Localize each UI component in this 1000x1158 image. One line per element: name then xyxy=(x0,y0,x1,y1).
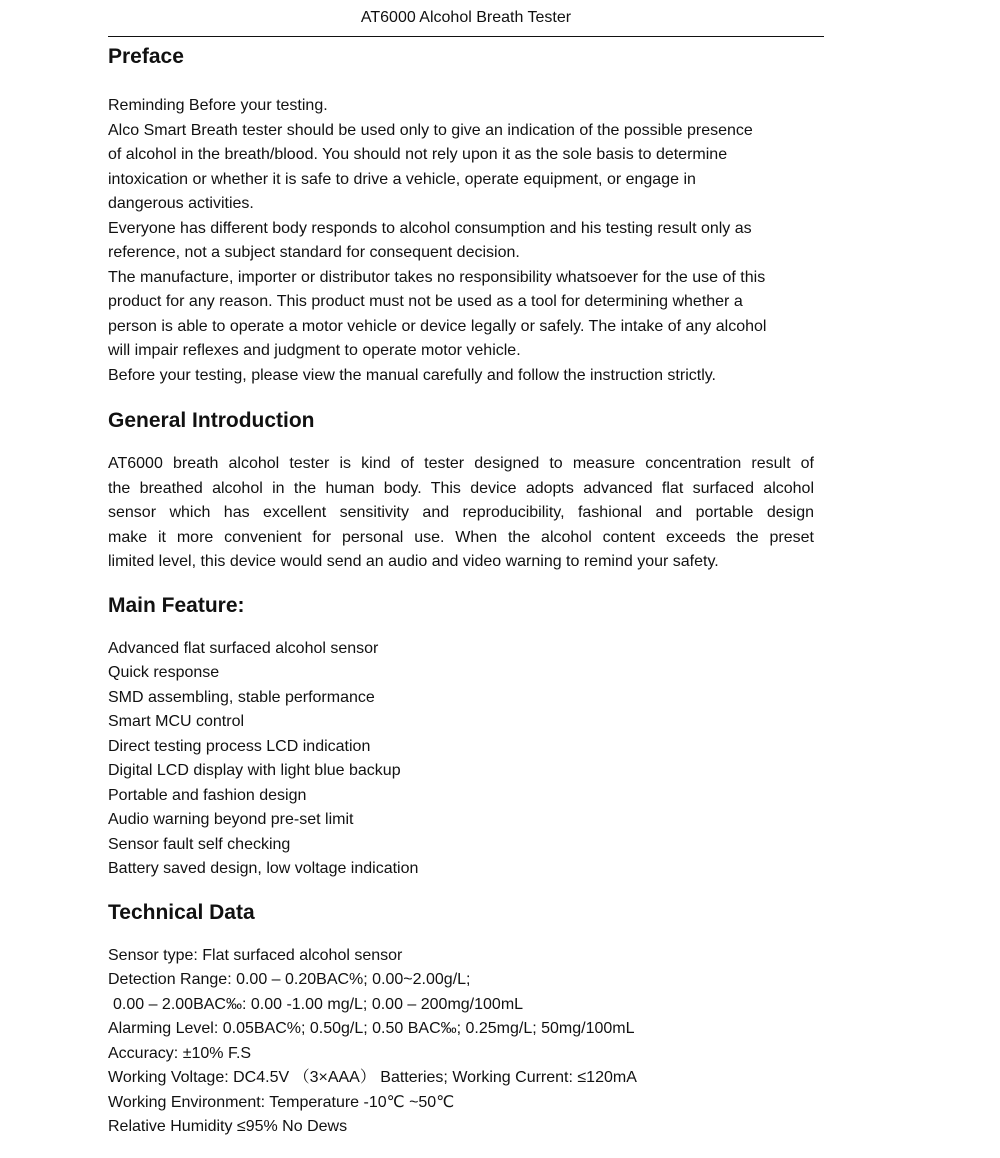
tech-line-accuracy: Accuracy: ±10% F.S xyxy=(108,1044,252,1062)
feature-item: SMD assembling, stable performance xyxy=(108,688,375,706)
tech-line-detection-range-cont: 0.00 – 2.00BAC‰: 0.00 -1.00 mg/L; 0.00 – 200mg/100mL xyxy=(113,995,524,1013)
preface-line: intoxication or whether it is safe to drive a vehicle, operate equipment, or engage in xyxy=(108,170,696,188)
technical-data-heading: Technical Data xyxy=(108,900,255,924)
general-introduction-text xyxy=(108,452,814,575)
tech-line-working-environment: Working Environment: Temperature -10℃ ~50℃ xyxy=(108,1093,455,1111)
general-line: the breathed alcohol in the human body. This device adopts advanced flat surfaced alcohol xyxy=(108,479,814,497)
feature-item: Portable and fashion design xyxy=(108,786,307,804)
feature-item: Advanced flat surfaced alcohol sensor xyxy=(108,639,379,657)
general-line: sensor which has excellent sensitivity and reproducibility, fashional and portable design xyxy=(108,504,814,521)
feature-item: Battery saved design, low voltage indication xyxy=(108,860,419,877)
main-feature-heading: Main Feature: xyxy=(108,593,245,617)
preface-line: dangerous activities. xyxy=(108,195,254,212)
technical-data-list xyxy=(108,944,814,1140)
document-body xyxy=(108,42,814,1140)
feature-item: Quick response xyxy=(108,664,220,681)
feature-item: Audio warning beyond pre-set limit xyxy=(108,811,354,828)
general-line: limited level, this device would send an audio and video warning to remind your safety. xyxy=(108,553,719,570)
preface-line: reference, not a subject standard for consequent decision. xyxy=(108,244,520,261)
tech-line-detection-range: Detection Range: 0.00 – 0.20BAC%; 0.00~2.00g/L; xyxy=(108,971,471,988)
feature-item: Smart MCU control xyxy=(108,713,245,730)
preface-text xyxy=(108,94,814,388)
preface-line: Everyone has different body responds to alcohol consumption and his testing result only as xyxy=(108,219,752,237)
preface-line: will impair reflexes and judgment to operate motor vehicle. xyxy=(108,342,521,359)
preface-line: product for any reason. This product must not be used as a tool for determining whether a xyxy=(108,293,743,310)
preface-line: Before your testing, please view the manual carefully and follow the instruction strictly. xyxy=(108,366,716,384)
feature-item: Direct testing process LCD indication xyxy=(108,737,371,755)
general-line: AT6000 breath alcohol tester is kind of tester designed to measure concentration result of xyxy=(108,455,814,472)
tech-line-sensor-type: Sensor type: Flat surfaced alcohol sensor xyxy=(108,946,403,964)
tech-line-relative-humidity: Relative Humidity ≤95% No Dews xyxy=(108,1118,348,1135)
feature-item: Sensor fault self checking xyxy=(108,835,291,853)
preface-line: Reminding Before your testing. xyxy=(108,97,328,114)
preface-line: of alcohol in the breath/blood. You should not rely upon it as the sole basis to determine xyxy=(108,146,728,163)
feature-item: Digital LCD display with light blue backup xyxy=(108,762,401,779)
preface-line: The manufacture, importer or distributor takes no responsibility whatsoever for the use of this xyxy=(108,268,766,286)
general-line: make it more convenient for personal use. When the alcohol content exceeds the preset xyxy=(108,528,814,546)
page-title: AT6000 Alcohol Breath Tester xyxy=(360,9,572,26)
page-header xyxy=(108,0,824,37)
preface-line: person is able to operate a motor vehicle or device legally or safely. The intake of any alcohol xyxy=(108,317,767,335)
preface-heading: Preface xyxy=(108,45,184,68)
tech-line-alarming-level: Alarming Level: 0.05BAC%; 0.50g/L; 0.50 BAC‰; 0.25mg/L; 50mg/100mL xyxy=(108,1020,635,1037)
general-introduction-heading: General Introduction xyxy=(108,409,315,432)
preface-line: Alco Smart Breath tester should be used only to give an indication of the possible presence xyxy=(108,121,753,139)
main-feature-list xyxy=(108,637,814,882)
tech-line-working-voltage: Working Voltage: DC4.5V （3×AAA） Batteries; Working Current: ≤120mA xyxy=(108,1069,637,1086)
